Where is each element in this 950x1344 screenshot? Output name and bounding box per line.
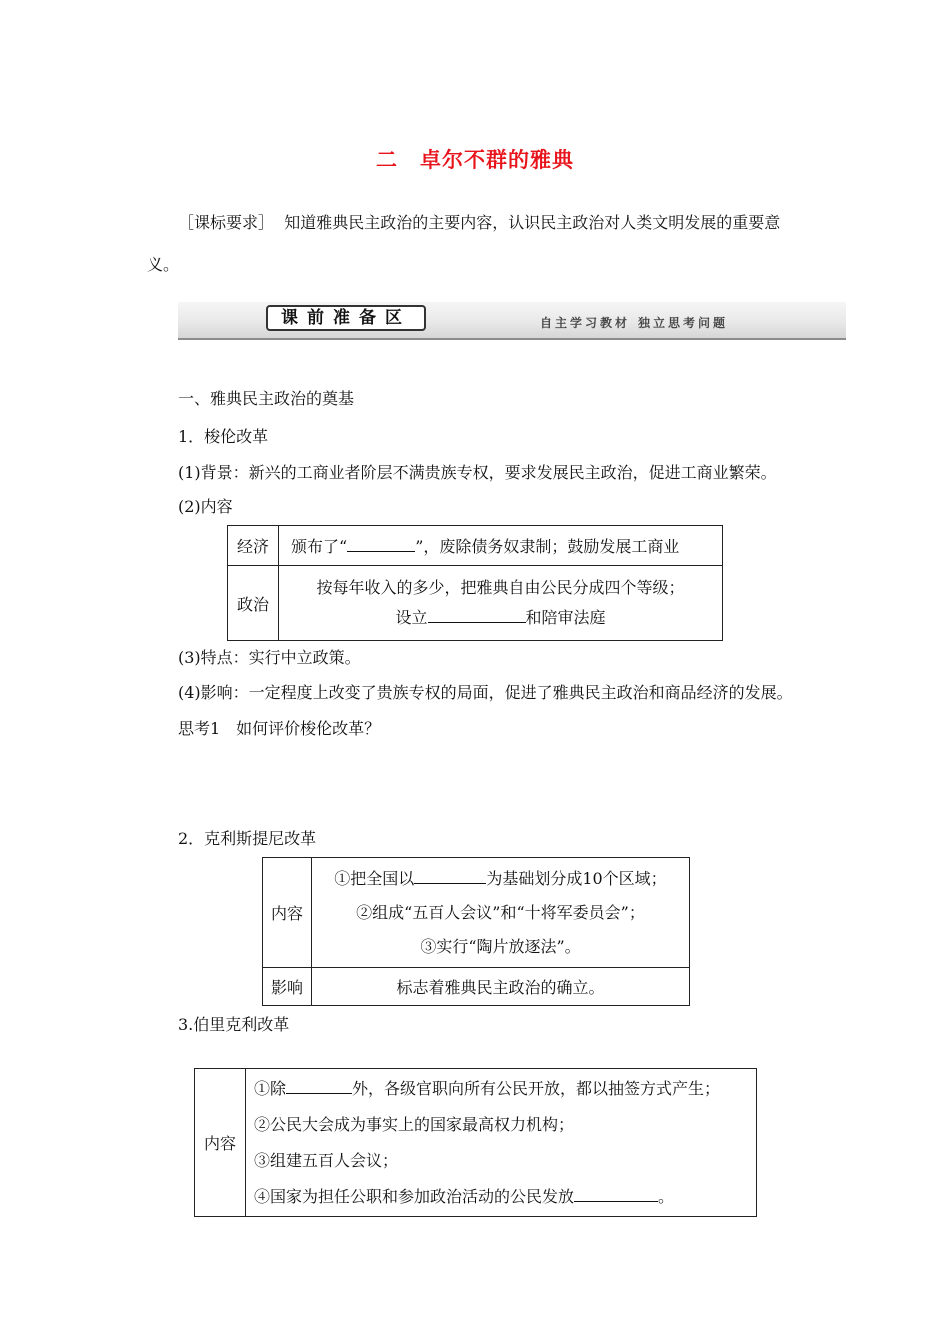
cleisthenes-influence-text: 标志着雅典民主政治的确立。 <box>312 968 690 1006</box>
pericles-content-cell <box>246 1069 757 1217</box>
solon-pol-line2-post: 和陪审法庭 <box>525 608 606 627</box>
answer-blank[interactable] <box>428 608 526 623</box>
cleisthenes-heading: 2．克利斯提尼改革 <box>178 829 317 848</box>
requirement-label: ［课标要求］ <box>178 213 275 232</box>
banner-main-label: 课前准备区 <box>266 305 426 331</box>
answer-blank[interactable] <box>574 1187 658 1202</box>
section-banner <box>178 302 846 340</box>
pericles-item1 <box>254 1071 756 1107</box>
pericles-content-label: 内容 <box>195 1069 246 1217</box>
answer-blank[interactable] <box>286 1079 352 1094</box>
solon-think-question: 思考1 如何评价梭伦改革？ <box>178 719 381 738</box>
cleisthenes-item1-pre: ①把全国以 <box>334 868 415 888</box>
answer-blank[interactable] <box>414 869 486 884</box>
cleisthenes-item1 <box>312 862 689 896</box>
curriculum-requirement <box>178 210 780 233</box>
solon-feature: (3)特点：实行中立政策。 <box>178 648 361 667</box>
cleisthenes-item1-post: 为基础划分成10个区域； <box>486 868 667 888</box>
solon-influence: (4)影响：一定程度上改变了贵族专权的局面，促进了雅典民主政治和商品经济的发展。 <box>178 683 793 702</box>
title-text: 卓尔不群的雅典 <box>420 147 574 172</box>
solon-content-label: (2)内容 <box>178 497 233 516</box>
solon-econ-label: 经济 <box>228 526 279 566</box>
pericles-item4 <box>254 1179 756 1215</box>
requirement-text-line1: 知道雅典民主政治的主要内容，认识民主政治对人类文明发展的重要意 <box>284 213 781 232</box>
pericles-item1-post: 外，各级官职向所有公民开放，都以抽签方式产生； <box>352 1078 721 1098</box>
solon-pol-line1: 按每年收入的多少，把雅典自由公民分成四个等级； <box>316 578 685 597</box>
pericles-item4-pre: ④国家为担任公职和参加政治活动的公民发放 <box>254 1186 575 1206</box>
cleisthenes-item3: ③实行“陶片放逐法”。 <box>420 936 581 956</box>
solon-heading: 1．梭伦改革 <box>178 427 269 446</box>
pericles-item4-post: 。 <box>658 1186 675 1206</box>
solon-pol-line2 <box>279 603 722 633</box>
solon-table <box>227 525 723 641</box>
pericles-item3: ③组建五百人会议； <box>254 1150 399 1170</box>
answer-blank[interactable] <box>347 537 415 552</box>
pericles-item2: ②公民大会成为事实上的国家最高权力机构； <box>254 1114 575 1134</box>
section1-heading: 一、雅典民主政治的奠基 <box>178 389 355 408</box>
cleisthenes-content-cell <box>312 858 690 968</box>
requirement-text-line2: 义。 <box>147 255 180 274</box>
banner-sub-b: 独立思考问题 <box>638 316 729 330</box>
solon-pol-line2-pre: 设立 <box>395 608 428 627</box>
pericles-heading: 3.伯里克利改革 <box>178 1015 290 1034</box>
banner-sub-a: 自主学习教材 <box>540 316 631 330</box>
pericles-table <box>194 1068 757 1217</box>
solon-econ-pre: 颁布了“ <box>291 537 348 556</box>
solon-econ-post: ”，废除债务奴隶制；鼓励发展工商业 <box>415 537 680 556</box>
pericles-item1-pre: ①除 <box>254 1078 287 1098</box>
cleisthenes-table <box>262 857 690 1006</box>
solon-pol-cell <box>279 566 723 641</box>
cleisthenes-content-label: 内容 <box>263 858 312 968</box>
solon-background: (1)背景：新兴的工商业者阶层不满贵族专权，要求发展民主政治，促进工商业繁荣。 <box>178 463 777 482</box>
cleisthenes-influence-label: 影响 <box>263 968 312 1006</box>
solon-econ-cell <box>279 526 723 566</box>
page-title <box>0 144 950 174</box>
solon-pol-label: 政治 <box>228 566 279 641</box>
banner-subtitle <box>540 314 728 331</box>
cleisthenes-item2: ②组成“五百人会议”和“十将军委员会”； <box>356 902 645 922</box>
title-number: 二 <box>376 147 398 172</box>
